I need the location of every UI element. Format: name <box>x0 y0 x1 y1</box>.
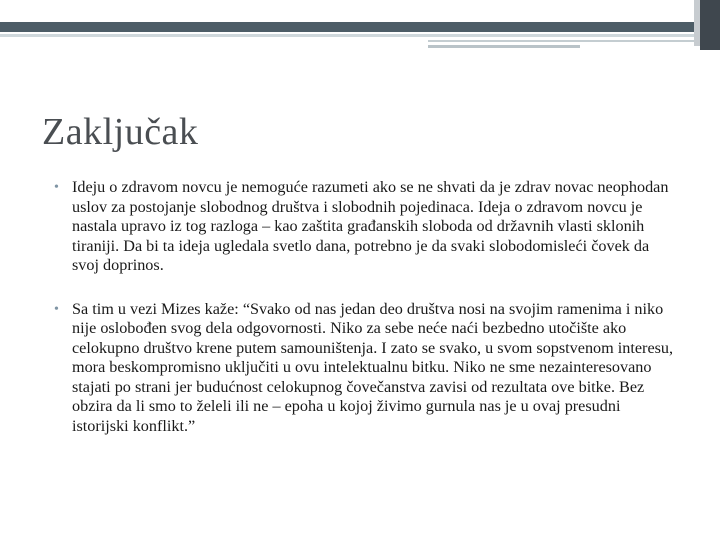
bullet-item <box>54 300 680 437</box>
bullet-text: Ideju o zdravom novcu je nemoguće razumeti ako se ne shvati da je zdrav novac neophodan uslov za postojanje slobodnog društva i slobodnih pojedinaca. Ideja o zdravom novcu je nastala upravo iz tog razloga – kao zaštita građanskih sloboda od državnih vlasti sklonih tiraniji. Da bi ta ideja ugledala svetlo dana, potrebno je da svaki slobodomisleći čovek da svoj doprinos. <box>72 178 669 274</box>
bullet-icon: • <box>54 301 59 317</box>
bullet-icon: • <box>54 180 59 195</box>
header-rule-2 <box>428 40 694 42</box>
header-rule-1 <box>0 34 694 37</box>
bullet-text: Sa tim u vezi Mizes kaže: “Svako od nas jedan deo društva nosi na svojim ramenima i niko nije oslobođen svog dela odgovornosti. Niko za sebe neće naći bezbedno utočište ako celokupno društvo krene putem samouništenja. I zato se svako, u svom sopstvenom interesu, mora beskompromisno uključiti u ovu intelektualnu bitku. Niko ne sme nezainteresovano stajati po strani jer budućnost celokupnog čovečanstva zavisi od rezultata ove bitke. Bez obzira da li smo to želeli ili ne – epoha u kojoj živimo gurnula nas je u ovaj presudni istorijski konflikt.” <box>72 299 674 435</box>
slide-title: Zaključak <box>42 111 199 153</box>
header-corner-dark <box>700 0 720 50</box>
header-stripe <box>0 22 720 32</box>
header-rule-3 <box>428 45 580 48</box>
bullet-item <box>54 178 680 276</box>
bullet-list <box>54 178 680 460</box>
header-band <box>0 0 720 22</box>
